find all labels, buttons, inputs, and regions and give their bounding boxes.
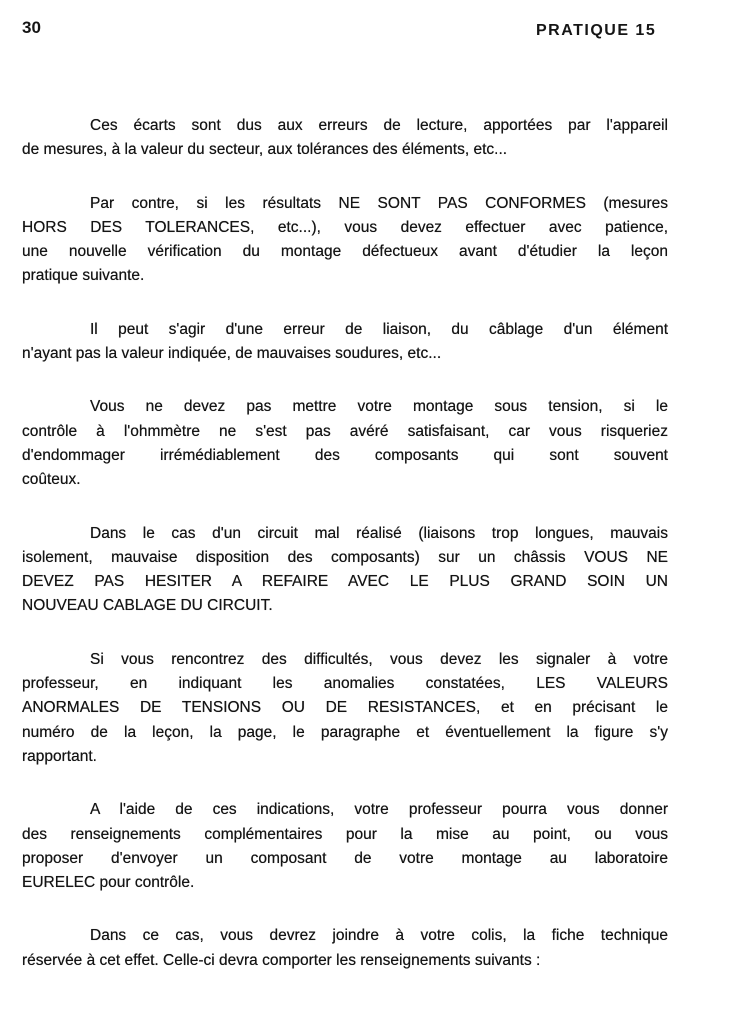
paragraph: [22, 318, 668, 367]
text-line: contrôle à l'ohmmètre ne s'est pas avéré satisfaisant, car vous risqueriez: [22, 422, 668, 440]
text-line: pratique suivante.: [22, 267, 145, 285]
page-number: 30: [22, 18, 41, 37]
text-line: des renseignements complémentaires pour la mise au point, ou vous: [22, 825, 668, 843]
paragraph: [22, 798, 668, 895]
text-line: Ces écarts sont dus aux erreurs de lecture, apportées par l'appareil: [90, 117, 668, 134]
text-line: Dans le cas d'un circuit mal réalisé (liaisons trop longues, mauvais: [90, 524, 668, 542]
text-line: Si vous rencontrez des difficultés, vous devez les signaler à votre: [90, 650, 668, 668]
text-line: coûteux.: [22, 471, 81, 489]
text-line: d'endommager irrémédiablement des composants qui sont souvent: [22, 446, 668, 464]
text-line: isolement, mauvaise disposition des composants) sur un châssis VOUS NE: [22, 548, 668, 566]
paragraph: [22, 522, 668, 619]
paragraph: [22, 648, 668, 769]
document-body: [22, 114, 668, 973]
text-line: ANORMALES DE TENSIONS OU DE RESISTANCES, et en précisant le: [22, 699, 668, 717]
running-title: PRATIQUE 15: [536, 22, 657, 39]
text-line: rapportant.: [22, 747, 97, 765]
paragraph: [22, 395, 668, 492]
text-line: HORS DES TOLERANCES, etc...), vous devez effectuer avec patience,: [22, 218, 668, 236]
text-line: Dans ce cas, vous devrez joindre à votre colis, la fiche technique: [90, 927, 668, 945]
text-line: Il peut s'agir d'une erreur de liaison, du câblage d'un élément: [90, 320, 668, 338]
text-line: n'ayant pas la valeur indiquée, de mauvaises soudures, etc...: [22, 345, 442, 363]
text-line: professeur, en indiquant les anomalies constatées, LES VALEURS: [22, 675, 668, 693]
paragraph: [22, 924, 668, 973]
text-line: numéro de la leçon, la page, le paragraphe et éventuellement la figure s'y: [22, 723, 668, 741]
text-line: une nouvelle vérification du montage défectueux avant d'étudier la leçon: [22, 243, 668, 261]
text-line: A l'aide de ces indications, votre professeur pourra vous donner: [90, 801, 668, 819]
text-line: DEVEZ PAS HESITER A REFAIRE AVEC LE PLUS GRAND SOIN UN: [22, 573, 668, 591]
text-line: EURELEC pour contrôle.: [22, 874, 195, 892]
text-line: NOUVEAU CABLAGE DU CIRCUIT.: [22, 597, 273, 615]
text-line: de mesures, à la valeur du secteur, aux tolérances des éléments, etc...: [22, 141, 508, 159]
paragraph: [22, 192, 668, 289]
text-line: proposer d'envoyer un composant de votre montage au laboratoire: [22, 849, 668, 867]
text-line: Par contre, si les résultats NE SONT PAS CONFORMES (mesures: [90, 194, 668, 212]
text-line: réservée à cet effet. Celle-ci devra comporter les renseignements suivants :: [22, 951, 541, 969]
paragraph: [22, 114, 668, 163]
text-line: Vous ne devez pas mettre votre montage sous tension, si le: [90, 398, 668, 416]
